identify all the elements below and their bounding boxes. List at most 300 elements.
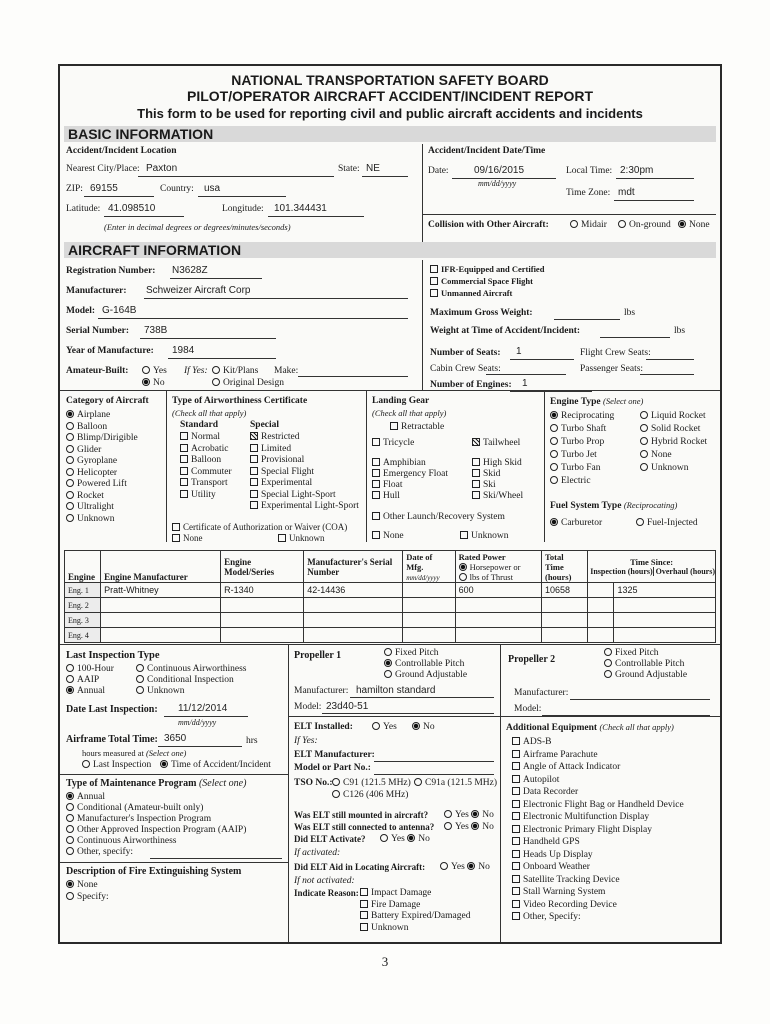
engine-cell-serial[interactable]: 42-14436 (304, 583, 403, 598)
option-handheld-gps[interactable] (512, 836, 684, 849)
option-label: Airplane (77, 410, 111, 420)
option-label: Other, Specify: (523, 912, 581, 922)
option-ultralight[interactable] (66, 502, 138, 514)
option-label: Helicopter (77, 467, 118, 478)
option-label: None (651, 450, 672, 460)
option-label: Conditional (Amateur-built only) (77, 803, 204, 813)
hours-measured (82, 748, 186, 758)
radio-selected-icon (550, 518, 558, 526)
elt-q4-options[interactable] (440, 862, 490, 872)
engine-row (65, 583, 716, 598)
engine-cell-overhaul[interactable] (614, 613, 716, 628)
engine-cell-total[interactable] (541, 613, 587, 628)
engine-cell-serial[interactable] (304, 613, 403, 628)
radio-icon (550, 463, 558, 471)
radio-icon (212, 366, 220, 374)
zip-field[interactable]: 69155 (90, 183, 118, 194)
mgw-unit: lbs (624, 308, 636, 318)
option-label: Gyroplane (77, 456, 118, 466)
collision-midair-label: Midair (581, 220, 607, 230)
radio-icon (66, 664, 74, 672)
engine-cell-insp[interactable] (588, 598, 614, 613)
radio-icon (332, 790, 340, 798)
engine-cell-date[interactable] (403, 613, 455, 628)
option-hybrid-rocket[interactable] (640, 436, 707, 449)
p2-controllable[interactable] (604, 659, 684, 669)
option-glider[interactable] (66, 445, 138, 457)
propeller2-heading: Propeller 2 (508, 654, 556, 665)
tso-c91a[interactable] (414, 778, 497, 788)
option-annual[interactable] (66, 792, 246, 803)
engine-cell-overhaul[interactable] (614, 598, 716, 613)
coa-unknown[interactable] (278, 533, 325, 543)
engine-cell-power[interactable] (455, 613, 541, 628)
elt-q1-options[interactable] (444, 810, 494, 820)
engine-cell-insp[interactable] (588, 583, 614, 598)
lg-ski[interactable] (472, 480, 496, 490)
radio-selected-icon (550, 411, 558, 419)
option-none[interactable] (640, 449, 707, 462)
option-solid-rocket[interactable] (640, 423, 707, 436)
checkbox-icon (472, 491, 480, 499)
tso-c91[interactable] (332, 778, 411, 788)
option-gyroplane[interactable] (66, 456, 138, 468)
radio-selected-icon (160, 760, 168, 768)
p1-ground[interactable] (384, 670, 467, 680)
time-field[interactable]: 2:30pm (620, 165, 654, 176)
checkbox-icon (172, 523, 180, 531)
airframe-time-field[interactable]: 3650 (164, 733, 187, 744)
option-unknown[interactable] (640, 462, 707, 475)
engine-cell-date[interactable] (403, 598, 455, 613)
manufacturer-field[interactable]: Schweizer Aircraft Corp (146, 285, 251, 296)
option-label: Heads Up Display (523, 849, 593, 860)
fuel-carburetor-label: Carburetor (561, 518, 603, 528)
lg-tricycle[interactable] (372, 438, 414, 448)
collision-none[interactable] (678, 220, 710, 230)
lg-other[interactable] (372, 512, 505, 522)
radio-icon (640, 450, 648, 458)
option-fire-damage[interactable] (360, 900, 470, 912)
fire-specify-label: Specify: (77, 892, 109, 902)
option-continuous-airworthiness[interactable] (66, 836, 246, 847)
elt-q4-yes: Yes (451, 862, 465, 872)
checkbox-icon (360, 888, 368, 896)
option-balloon[interactable] (66, 422, 138, 434)
option-impact-damage[interactable] (360, 888, 470, 900)
maintenance-heading (66, 778, 246, 789)
option-label: Rocket (77, 490, 104, 501)
checkbox-icon (512, 900, 520, 908)
elt-installed-no-label: No (423, 722, 435, 732)
space-option[interactable] (430, 276, 533, 286)
option-label: Airframe Parachute (523, 749, 598, 760)
elt-installed-yes[interactable] (372, 722, 397, 732)
standard-list (180, 432, 232, 501)
radio-icon (372, 722, 380, 730)
lg-emergency[interactable] (372, 469, 448, 479)
engine-cell-power[interactable]: 600 (455, 583, 541, 598)
option-label: Other Approved Inspection Program (AAIP) (77, 825, 247, 835)
lg-emergency-label: Emergency Float (383, 469, 448, 479)
option-conditional-inspection[interactable] (136, 675, 247, 686)
lg-skiwheel-label: Ski/Wheel (483, 491, 524, 501)
coord-note: (Enter in decimal degrees or degrees/minutes/seconds) (104, 222, 291, 232)
lg-retractable[interactable] (390, 422, 444, 432)
engine-type-note: (Select one) (602, 396, 644, 406)
option-limited[interactable] (250, 444, 359, 456)
radio-selected-icon (142, 378, 150, 386)
registration-field[interactable]: N3628Z (172, 265, 208, 276)
engine-cell-overhaul[interactable]: 1325 (614, 583, 716, 598)
radio-selected-icon (471, 822, 479, 830)
state-field[interactable]: NE (366, 163, 380, 174)
engine-cell-date[interactable] (403, 583, 455, 598)
option-label: Other, specify: (77, 847, 134, 857)
col-date-title: Date of Mfg. (406, 551, 433, 572)
tso-c126[interactable] (332, 790, 408, 800)
lg-float[interactable] (372, 480, 403, 490)
option-rocket[interactable] (66, 491, 138, 503)
engine-type-list-right (640, 410, 707, 475)
option-autopilot[interactable] (512, 774, 684, 787)
location-heading: Accident/Incident Location (66, 146, 177, 156)
col-power-title: Rated Power (458, 551, 506, 562)
radio-icon (459, 573, 467, 581)
checkbox-icon (390, 422, 398, 430)
option-acrobatic[interactable] (180, 444, 232, 456)
option-transport[interactable] (180, 478, 232, 490)
option-special-flight[interactable] (250, 467, 359, 479)
elt-q3-no: No (418, 834, 430, 844)
amateur-yes[interactable] (142, 366, 167, 376)
checkbox-icon (430, 289, 438, 297)
equipment-list (512, 736, 684, 924)
elt-q1-no: No (482, 810, 494, 820)
option-manufacturer-s-inspection-program[interactable] (66, 814, 246, 825)
fuel-injected[interactable] (636, 518, 698, 528)
hm-time-of-accident[interactable] (160, 760, 271, 770)
p1-mfr-field[interactable]: hamilton standard (356, 685, 436, 696)
lg-skid[interactable] (472, 469, 500, 479)
lg-none[interactable] (372, 531, 404, 541)
engine-type-title: Engine Type (550, 397, 601, 407)
weight-label: Weight at Time of Accident/Incident: (430, 326, 581, 336)
lg-tailwheel-label: Tailwheel (483, 438, 521, 448)
latitude-field[interactable]: 41.098510 (108, 203, 156, 214)
checkbox-icon (512, 750, 520, 758)
original-option[interactable] (212, 378, 284, 388)
engine-type-list-left (550, 410, 614, 488)
option-experimental-light-sport[interactable] (250, 501, 359, 513)
lg-amphibian[interactable] (372, 458, 426, 468)
option-liquid-rocket[interactable] (640, 410, 707, 423)
aircraft-information-heading: AIRCRAFT INFORMATION (64, 242, 716, 258)
original-label: Original Design (223, 378, 284, 388)
checkbox-icon (372, 512, 380, 520)
engine-cell-overhaul[interactable] (614, 628, 716, 643)
engine-cell-insp[interactable] (588, 613, 614, 628)
option-blimp-dirigible[interactable] (66, 433, 138, 445)
amateur-yes-label: Yes (153, 366, 167, 376)
checkbox-icon (372, 531, 380, 539)
radio-selected-icon (384, 659, 392, 667)
option-label: Data Recorder (523, 787, 579, 797)
checkbox-icon (460, 531, 468, 539)
col-power-hp: Horsepower (469, 561, 512, 572)
unmanned-option[interactable] (430, 288, 512, 298)
option-aaip[interactable] (66, 675, 114, 686)
fuel-carburetor[interactable] (550, 518, 602, 528)
option-video-recording-device[interactable] (512, 899, 684, 912)
coa-none[interactable] (172, 533, 203, 543)
coa-option[interactable] (172, 522, 347, 532)
radio-icon (136, 664, 144, 672)
option-turbo-prop[interactable] (550, 436, 614, 449)
zone-field[interactable]: mdt (618, 187, 635, 198)
option-label: Solid Rocket (651, 424, 701, 434)
option-label: Reciprocating (561, 411, 615, 421)
city-field[interactable]: Paxton (146, 163, 178, 174)
hm-last-inspection[interactable] (82, 760, 151, 770)
option-turbo-jet[interactable] (550, 449, 614, 462)
basic-information-heading: BASIC INFORMATION (64, 126, 716, 142)
option-label: Unknown (651, 463, 689, 473)
ifr-option[interactable] (430, 264, 544, 274)
engine-cell-total[interactable] (541, 598, 587, 613)
airworthiness-note: (Check all that apply) (172, 408, 247, 418)
option-heads-up-display[interactable] (512, 849, 684, 862)
fire-none[interactable] (66, 880, 98, 890)
option-unknown[interactable] (360, 923, 470, 935)
radio-icon (66, 836, 74, 844)
elt-installed-yes-label: Yes (383, 722, 397, 732)
option-special-light-sport[interactable] (250, 490, 359, 502)
lg-skiwheel[interactable] (472, 491, 523, 501)
engine-cell-serial[interactable] (304, 628, 403, 643)
lg-highskid-label: High Skid (483, 458, 522, 468)
option-satellite-tracking-device[interactable] (512, 874, 684, 887)
engine-cell-mfr[interactable] (101, 628, 221, 643)
option-conditional-amateur-built-only[interactable] (66, 803, 246, 814)
collision-midair[interactable] (570, 220, 607, 230)
option-battery-expired-damaged[interactable] (360, 911, 470, 923)
radio-selected-icon (66, 880, 74, 888)
amateur-no-label: No (153, 378, 165, 388)
longitude-field[interactable]: 101.344431 (274, 203, 327, 214)
radio-icon (440, 862, 448, 870)
year-field[interactable]: 1984 (172, 345, 195, 356)
collision-label: Collision with Other Aircraft: (428, 220, 549, 230)
radio-icon (640, 424, 648, 432)
engine-cell-power[interactable] (455, 598, 541, 613)
engine-type-heading (550, 396, 643, 407)
elt-q2: Was ELT still connected to antenna? (294, 822, 435, 832)
amateur-no[interactable] (142, 378, 165, 388)
option-commuter[interactable] (180, 467, 232, 479)
lg-tailwheel[interactable] (472, 438, 520, 448)
p1-fixed[interactable] (384, 648, 439, 658)
option-label: Hybrid Rocket (651, 437, 708, 447)
coa-unknown-label: Unknown (289, 533, 325, 543)
option-turbo-shaft[interactable] (550, 423, 614, 436)
lg-other-label: Other Launch/Recovery System (383, 512, 505, 522)
option-electronic-flight-bag-or-handheld-device[interactable] (512, 799, 684, 812)
checkbox-icon (250, 444, 258, 452)
inspection-heading: Last Inspection Type (66, 650, 160, 661)
option-continuous-airworthiness[interactable] (136, 664, 247, 675)
engine-cell-model[interactable]: R-1340 (221, 583, 304, 598)
col-time-since (588, 551, 716, 583)
radio-icon (618, 220, 626, 228)
checkbox-icon (472, 458, 480, 466)
kit-option[interactable] (212, 366, 258, 376)
tso-c91-label: C91 (121.5 MHz) (343, 778, 411, 788)
checkbox-icon (250, 478, 258, 486)
option-label: Balloon (77, 421, 108, 432)
fuel-title: Fuel System Type (550, 501, 622, 511)
lg-retractable-label: Retractable (401, 422, 445, 432)
option-label: Electronic Flight Bag or Handheld Device (523, 799, 684, 810)
checkbox-icon (250, 455, 258, 463)
checkbox-icon (512, 912, 520, 920)
radio-icon (604, 659, 612, 667)
radio-icon (142, 366, 150, 374)
lg-unknown[interactable] (460, 531, 508, 541)
engine-cell-model[interactable] (221, 613, 304, 628)
weight-unit: lbs (674, 326, 686, 336)
checkbox-icon (180, 478, 188, 486)
category-list (66, 410, 138, 525)
engine-cell-model[interactable] (221, 628, 304, 643)
lg-hull[interactable] (372, 491, 400, 501)
engine-cell-mfr[interactable]: Pratt-Whitney (101, 583, 221, 598)
option-airframe-parachute[interactable] (512, 749, 684, 762)
checkbox-icon (360, 923, 368, 931)
option-powered-lift[interactable] (66, 479, 138, 491)
checkbox-icon (180, 444, 188, 452)
option-unknown[interactable] (66, 514, 138, 526)
option-unknown[interactable] (136, 686, 247, 697)
option-angle-of-attack-indicator[interactable] (512, 761, 684, 774)
checkbox-checked-icon (472, 438, 480, 446)
option-ads-b[interactable] (512, 736, 684, 749)
elt-q2-options[interactable] (444, 822, 494, 832)
collision-none-label: None (689, 220, 710, 230)
serial-field[interactable]: 738B (144, 325, 168, 336)
option-utility[interactable] (180, 490, 232, 502)
engine-cell-serial[interactable] (304, 598, 403, 613)
model-field[interactable]: G-164B (102, 305, 137, 316)
lg-highskid[interactable] (472, 458, 522, 468)
elt-installed-no[interactable] (412, 722, 435, 732)
elt-q3: Did ELT Activate? (294, 834, 366, 844)
inspection-date-format: mm/dd/yyyy (178, 718, 217, 727)
seats-field[interactable]: 1 (516, 346, 522, 357)
radio-selected-icon (66, 410, 74, 418)
elt-tso-label: TSO No.: (294, 778, 333, 788)
engine-cell-power[interactable] (455, 628, 541, 643)
checkbox-icon (512, 762, 520, 770)
radio-icon (332, 778, 340, 786)
checkbox-icon (512, 800, 520, 808)
checkbox-icon (372, 480, 380, 488)
maintenance-list (66, 792, 246, 858)
engine-cell-model[interactable] (221, 598, 304, 613)
engines-field[interactable]: 1 (522, 378, 528, 389)
last-inspection-label: Date Last Inspection: (66, 704, 158, 715)
option-data-recorder[interactable] (512, 786, 684, 799)
option-onboard-weather[interactable] (512, 861, 684, 874)
option-normal[interactable] (180, 432, 232, 444)
option-annual[interactable] (66, 686, 114, 697)
radio-icon (414, 778, 422, 786)
checkbox-icon (512, 787, 520, 795)
fire-specify[interactable] (66, 892, 109, 902)
option-100-hour[interactable] (66, 664, 114, 675)
option-restricted[interactable] (250, 432, 359, 444)
radio-icon (66, 675, 74, 683)
equipment-note: (Check all that apply) (599, 722, 674, 732)
engine-cell-total[interactable]: 10658 (541, 583, 587, 598)
checkbox-icon (180, 455, 188, 463)
option-helicopter[interactable] (66, 468, 138, 480)
option-label: Unknown (77, 513, 115, 524)
collision-ground[interactable] (618, 220, 671, 230)
option-stall-warning-system[interactable] (512, 886, 684, 899)
engine-cell-eng: Eng. 2 (65, 598, 101, 613)
option-experimental[interactable] (250, 478, 359, 490)
elt-q3-options[interactable] (380, 834, 430, 844)
date-field[interactable]: 09/16/2015 (474, 165, 525, 176)
option-balloon[interactable] (180, 455, 232, 467)
option-airplane[interactable] (66, 410, 138, 422)
option-electric[interactable] (550, 475, 614, 488)
engine-cell-date[interactable] (403, 628, 455, 643)
equipment-title: Additional Equipment (506, 723, 598, 733)
option-label: Special Light-Sport (261, 489, 336, 500)
option-turbo-fan[interactable] (550, 462, 614, 475)
option-provisional[interactable] (250, 455, 359, 467)
p1-controllable[interactable] (384, 659, 464, 669)
option-reciprocating[interactable] (550, 410, 614, 423)
option-label: Electronic Primary Flight Display (523, 824, 653, 835)
engine-cell-total[interactable] (541, 628, 587, 643)
option-electronic-multifunction-display[interactable] (512, 811, 684, 824)
option-electronic-primary-flight-display[interactable] (512, 824, 684, 837)
p1-model-field[interactable]: 23d40-51 (326, 701, 369, 712)
option-label: Video Recording Device (523, 899, 617, 910)
engine-cell-mfr[interactable] (101, 613, 221, 628)
engine-cell-mfr[interactable] (101, 598, 221, 613)
country-field[interactable]: usa (204, 183, 221, 194)
manufacturer-label: Manufacturer: (66, 286, 127, 296)
col-serial: Manufacturer's Serial Number (304, 551, 403, 583)
checkbox-icon (430, 277, 438, 285)
option-label: Powered Lift (77, 479, 127, 489)
option-other-specify[interactable] (512, 911, 684, 924)
engine-cell-insp[interactable] (588, 628, 614, 643)
option-other-specify[interactable] (66, 847, 246, 858)
last-inspection-field[interactable]: 11/12/2014 (178, 703, 228, 714)
option-label: Unknown (147, 686, 185, 696)
option-other-approved-inspection-program-aaip[interactable] (66, 825, 246, 836)
p2-ground[interactable] (604, 670, 687, 680)
p2-fixed[interactable] (604, 648, 659, 658)
fuel-note: (Reciprocating) (623, 500, 678, 510)
radio-selected-icon (467, 862, 475, 870)
checkbox-icon (372, 458, 380, 466)
